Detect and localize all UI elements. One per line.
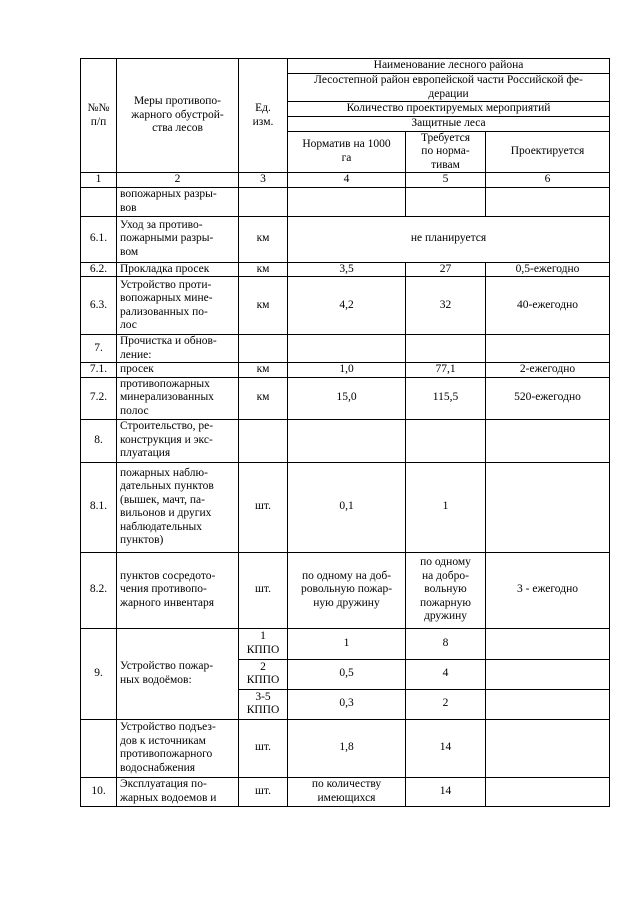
row-measure: Устройство подъез- дов к источникам противопожарного водоснабжения: [117, 719, 239, 777]
row-unit: шт.: [239, 777, 288, 806]
row-planned: [486, 777, 610, 806]
row-number: 6.1.: [81, 216, 117, 262]
row-required: 14: [406, 777, 486, 806]
row-measure: Уход за противо- пожарными разры- вом: [117, 216, 239, 262]
row-required: 14: [406, 719, 486, 777]
row-planned: [486, 628, 610, 659]
row-measure: Строительство, ре- конструкция и экс- плуатация: [117, 419, 239, 462]
column-number: 5: [406, 173, 486, 188]
header-required: Требуется по норма- тивам: [406, 131, 486, 173]
row-unit: км: [239, 277, 288, 335]
row-norm: 0,3: [288, 689, 406, 719]
table-row: [81, 277, 610, 335]
row-unit: шт.: [239, 462, 288, 552]
row-unit: 1 КППО: [239, 628, 288, 659]
row-measure: противопожарных минерализованных полос: [117, 377, 239, 419]
header-num: №№ п/п: [81, 59, 117, 173]
row-norm: 1: [288, 628, 406, 659]
row-number: 6.2.: [81, 262, 117, 277]
row-norm: 0,5: [288, 659, 406, 689]
row-norm: 15,0: [288, 377, 406, 419]
header-measures: Меры противопо- жарного обустрой- ства лесов: [117, 59, 239, 173]
row-planned: 40-ежегодно: [486, 277, 610, 335]
header-forest-region-title: Наименование лесного района: [288, 59, 610, 74]
row-norm: 3,5: [288, 262, 406, 277]
row-required: [406, 419, 486, 462]
row-planned: 520-ежегодно: [486, 377, 610, 419]
table-row: [81, 377, 610, 419]
row-required: [406, 335, 486, 363]
column-number: 6: [486, 173, 610, 188]
table-row: [81, 363, 610, 378]
row-number: [81, 187, 117, 216]
row-required: 2: [406, 689, 486, 719]
row-number: 8.2.: [81, 552, 117, 628]
column-number: 2: [117, 173, 239, 188]
row-measure: пунктов сосредото- чения противопо- жарного инвентаря: [117, 552, 239, 628]
header-protective-forests: Защитные леса: [288, 117, 610, 132]
row-norm: 1,0: [288, 363, 406, 378]
row-required: 77,1: [406, 363, 486, 378]
row-required: 1: [406, 462, 486, 552]
table-row: [81, 719, 610, 777]
row-required: [406, 187, 486, 216]
header-planned: Проектируется: [486, 131, 610, 173]
row-number: 7.: [81, 335, 117, 363]
header-norm: Норматив на 1000 га: [288, 131, 406, 173]
row-unit: шт.: [239, 552, 288, 628]
table-row: [81, 628, 610, 659]
row-number: 8.1.: [81, 462, 117, 552]
row-planned: 0,5-ежегодно: [486, 262, 610, 277]
row-unit: 3-5 КППО: [239, 689, 288, 719]
header-unit: Ед. изм.: [239, 59, 288, 173]
row-norm: 4,2: [288, 277, 406, 335]
forest-fire-measures-table: [80, 58, 610, 807]
row-planned: [486, 462, 610, 552]
row-norm: 0,1: [288, 462, 406, 552]
row-number: [81, 719, 117, 777]
row-unit: км: [239, 216, 288, 262]
row-unit: км: [239, 363, 288, 378]
column-number: 4: [288, 173, 406, 188]
table-row: [81, 187, 610, 216]
row-required: 115,5: [406, 377, 486, 419]
row-required: 8: [406, 628, 486, 659]
row-required: по одному на добро- вольную пожарную дружину: [406, 552, 486, 628]
table-row: [81, 419, 610, 462]
row-norm: по одному на доб- ровольную пожар- ную дружину: [288, 552, 406, 628]
column-number: 3: [239, 173, 288, 188]
table-row: [81, 777, 610, 806]
row-measure: Прочистка и обнов- ление:: [117, 335, 239, 363]
row-unit: шт.: [239, 719, 288, 777]
row-number: 8.: [81, 419, 117, 462]
row-planned: [486, 719, 610, 777]
table-row: [81, 462, 610, 552]
row-unit: 2 КППО: [239, 659, 288, 689]
row-unit: км: [239, 377, 288, 419]
table-row: [81, 262, 610, 277]
row-unit: [239, 335, 288, 363]
header-quantity-title: Количество проектируемых мероприятий: [288, 102, 610, 117]
table-row: [81, 335, 610, 363]
row-planned: 3 - ежегодно: [486, 552, 610, 628]
row-required: 27: [406, 262, 486, 277]
row-planned: [486, 419, 610, 462]
row-measure: вопожарных разры- вов: [117, 187, 239, 216]
column-number: 1: [81, 173, 117, 188]
row-unit: [239, 419, 288, 462]
row-merged-value: не планируется: [288, 216, 610, 262]
row-measure: просек: [117, 363, 239, 378]
table-row: [81, 216, 610, 262]
row-norm: [288, 419, 406, 462]
row-norm: [288, 335, 406, 363]
row-number: 6.3.: [81, 277, 117, 335]
row-number: 10.: [81, 777, 117, 806]
row-planned: 2-ежегодно: [486, 363, 610, 378]
row-norm: [288, 187, 406, 216]
row-planned: [486, 659, 610, 689]
row-measure: Эксплуатация по- жарных водоемов и: [117, 777, 239, 806]
row-planned: [486, 689, 610, 719]
table-row: [81, 552, 610, 628]
row-number: 7.2.: [81, 377, 117, 419]
row-planned: [486, 187, 610, 216]
row-norm: 1,8: [288, 719, 406, 777]
row-planned: [486, 335, 610, 363]
header-forest-region: Лесостепной район европейской части Российской фе- дерации: [288, 74, 610, 102]
row-required: 4: [406, 659, 486, 689]
row-number: 9.: [81, 628, 117, 719]
column-number-row: [81, 173, 610, 188]
row-measure: Прокладка просек: [117, 262, 239, 277]
row-norm: по количеству имеющихся: [288, 777, 406, 806]
row-measure: Устройство пожар- ных водоёмов:: [117, 628, 239, 719]
row-required: 32: [406, 277, 486, 335]
row-unit: [239, 187, 288, 216]
row-measure: Устройство проти- вопожарных мине- рализованных по- лос: [117, 277, 239, 335]
row-unit: км: [239, 262, 288, 277]
row-measure: пожарных наблю- дательных пунктов (вышек, мачт, па- вильонов и других наблюдательных пунктов): [117, 462, 239, 552]
row-number: 7.1.: [81, 363, 117, 378]
